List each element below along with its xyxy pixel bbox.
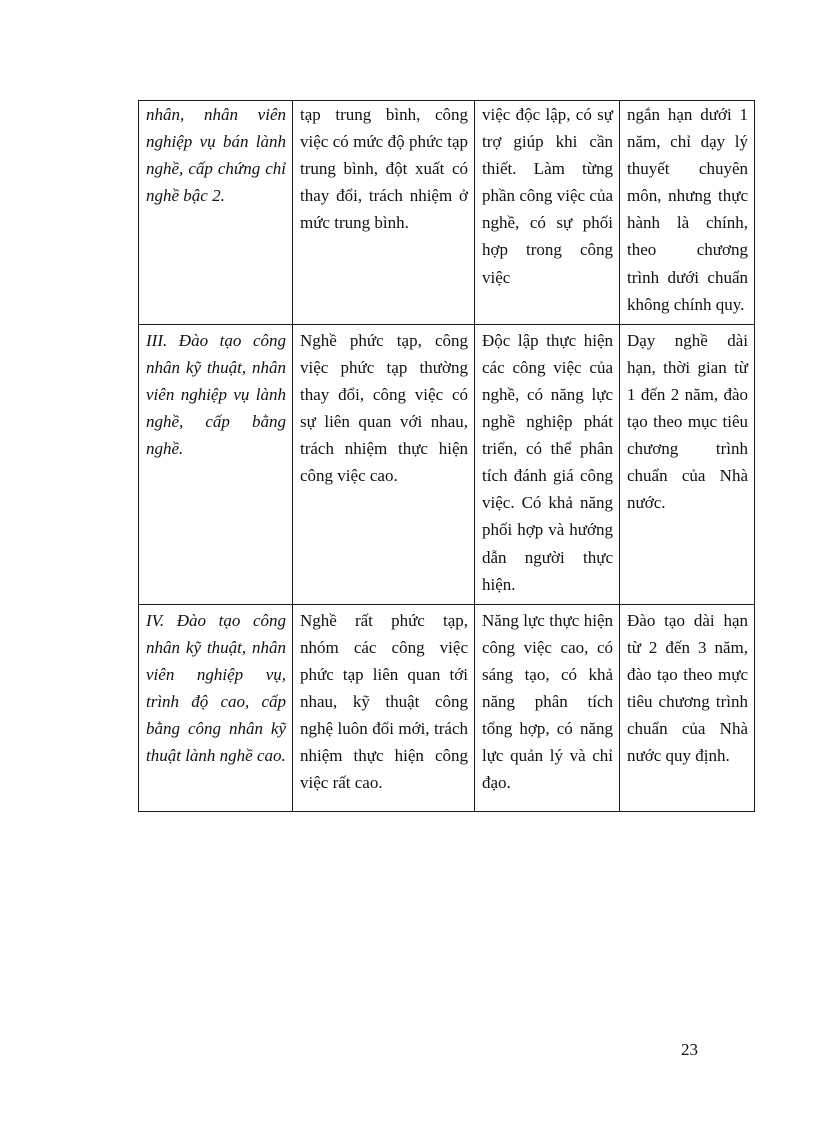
cell-text: Đào tạo dài hạn từ 2 đến 3 năm, đào tạo theo mực tiêu chương trình chuẩn của Nhà nước quy định. [627, 610, 748, 766]
cell-text: III. Đào tạo công nhân kỹ thuật, nhân viên nghiệp vụ lành nghề, cấp bằng nghề. [146, 330, 286, 459]
table-cell-training [620, 101, 755, 325]
table-cell-skill [475, 604, 620, 812]
cell-text: Nghề phức tạp, công việc phức tạp thường thay đổi, công việc có sự liên quan với nhau, trách nhiệm thực hiện công việc cao. [300, 330, 468, 486]
cell-text: việc độc lập, có sự trợ giúp khi cần thiết. Làm từng phần công việc của nghề, có sự phối hợp trong công việc [482, 105, 613, 287]
table-cell-training [620, 604, 755, 812]
table-cell-skill [475, 324, 620, 604]
cell-text: Năng lực thực hiện công việc cao, có sáng tạo, có khả năng phân tích tổng hợp, có năng lực quản lý và chỉ đạo. [482, 610, 613, 793]
page-number: 23 [681, 1040, 698, 1059]
cell-text: ngắn hạn dưới 1 năm, chỉ dạy lý thuyết chuyên môn, nhưng thực hành là chính, theo chương trình dưới chuẩn không chính quy. [627, 105, 748, 314]
cell-text: Nghề rất phức tạp, nhóm các công việc phức tạp liên quan tới nhau, kỹ thuật công nghệ luôn đổi mới, trách nhiệm thực hiện công việc rất cao. [300, 610, 468, 793]
table-cell-training [620, 324, 755, 604]
table-cell-work [293, 101, 475, 325]
cell-text: IV. Đào tạo công nhân kỹ thuật, nhân viên nghiệp vụ, trình độ cao, cấp bằng công nhân kỹ thuật lành nghề cao. [146, 610, 286, 766]
table-cell-work [293, 604, 475, 812]
cell-text: Độc lập thực hiện các công việc của nghề, có năng lực nghề nghiệp phát triển, có thể phân tích đánh giá công việc. Có khả năng phối hợp và hướng dẫn người thực hiện. [482, 330, 613, 594]
table-row [139, 604, 755, 812]
cell-text: tạp trung bình, công việc có mức độ phức tạp trung bình, đột xuất có thay đổi, trách nhiệm ở mức trung bình. [300, 105, 468, 233]
table-cell-work [293, 324, 475, 604]
cell-text: Dạy nghề dài hạn, thời gian từ 1 đến 2 năm, đào tạo theo mục tiêu chương trình chuẩn của Nhà nước. [627, 330, 748, 513]
cell-text: nhân, nhân viên nghiệp vụ bán lành nghề, cấp chứng chỉ nghề bậc 2. [146, 105, 286, 206]
table-row [139, 324, 755, 604]
table-cell-level [139, 324, 293, 604]
training-levels-table [138, 100, 755, 812]
table-row [139, 101, 755, 325]
table-cell-skill [475, 101, 620, 325]
table-cell-level [139, 101, 293, 325]
table-cell-level [139, 604, 293, 812]
